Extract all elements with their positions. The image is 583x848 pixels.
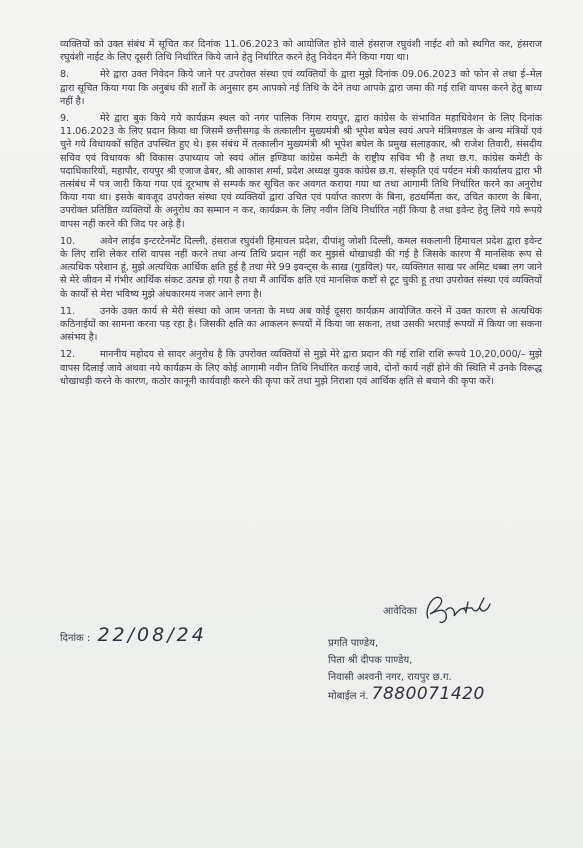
paragraph-text: उनके उक्त कार्य से मेरी संस्था को आम जनता के मध्य अब कोई दूसरा कार्यक्रम आयोजित करने में उक्त कारण से अत्यधिक कठिनाईयों का सामना करना पड़ रहा है। जिसकी क्षति का आकलन रूपयों में किया जा सकना, तथा उसकी भरपाई रूपयों में किया जा सकना असंभव है। xyxy=(60,305,542,344)
paragraph-number: 9. xyxy=(60,113,70,125)
paragraph-number: 10. xyxy=(60,235,76,247)
paragraph-8 xyxy=(60,68,542,108)
date-line xyxy=(60,624,207,646)
paragraph-12 xyxy=(60,348,542,388)
paragraph-number: 12. xyxy=(60,349,76,361)
paragraph-text: मेरे द्वारा बुक किये गये कार्यक्रम स्थल को नगर पालिक निगम रायपुर, द्वारा कांग्रेस के संभावित महाधिवेशन के लिए दिनांक 11.06.2023 के लिए प्रदान किया था जिसमें छत्तीसगढ़ के तत्कालीन मुख्यमंत्री श्री भूपेश बघेल स्वयं अपने मंत्रिमण्डल के अन्य मंत्रियों एवं चुने गये विधायकों सहित उपस्थित हुए थे। इस संबंध में तत्कालीन मुख्यमंत्री श्री भूपेश बघेल के प्रमुख सलाहकार, श्री राजेश तिवारी, संसदीय सचिव एवं विधायक श्री विकास उपाध्याय जो स्वयं ऑल इण्डिया कांग्रेस कमेटी के राष्ट्रीय सचिव भी है तथा छ.ग. कांग्रेस कमेटी के पदाधिकारियों, महापौर, रायपुर श्री एजाज ढेबर, श्री आकाश शर्मा, प्रदेश अध्यक्ष युवक कांग्रेस छ.ग. संस्कृति एवं पर्यटन मंत्री कार्यालय द्वारा भी तत्संबंध में पत्र जारी किया गया एवं दूरभाष से सम्पर्क कर सूचित कर अवगत कराया गया था तथा आगामी तिथि निर्धारित करने का अनुरोध किया गया था। इसके बावजूद उपरोक्त संस्था एवं व्यक्तियों द्वारा उचित एवं पर्याप्त कारण के बिना, हठधर्मिता कर, उचित कारण के बिना, उपरोक्त प्रतिष्ठित व्यक्तियों के अनुरोध का सम्मान न कर, कार्यक्रम के लिए नवीन तिथि निर्धारित नहीं किया है तथा इवेन्ट हेतु लिये गये रूपये वापस नहीं करने की जिद पर अड़े हैं। xyxy=(60,113,542,230)
applicant-name: प्रगति पाण्डेय, xyxy=(328,638,379,649)
paragraph-9 xyxy=(60,112,542,231)
date-label: दिनांक : xyxy=(60,633,91,644)
paragraph-11 xyxy=(60,305,542,345)
paragraph-10 xyxy=(60,235,542,301)
paragraph-text: माननीय महोदय से सादर अनुरोध है कि उपरोक्त व्यक्तियों से मुझे मेरे द्वारा प्रदान की गई राशि राशि रूपये 10,20,000/– मुझे वापस दिलाई जावे अथवा नये कार्यक्रम के लिए कोई आगामी नवीन तिथि निर्धारित कराई जावे, दोनों कार्य नहीं होने की स्थिति में उनके विरूद्ध धोखाधड़ी करने के कारण, कठोर कानूनी कार्यवाही करने की कृपा करें तथा मुझे निराशा एवं आर्थिक क्षति से बचाने की कृपा करें। xyxy=(60,349,542,387)
address: निवासी अश्वनी नगर, रायपुर छ.ग. xyxy=(328,672,452,683)
paragraph-text: मेरे द्वारा उक्त निवेदन किये जाने पर उपरोक्त संस्था एवं व्यक्तियों के द्वारा मुझे दिनांक 09.06.2023 को फोन से तथा ई–मेल द्वारा सूचित किया गया कि अनुबंध की शर्तों के अनुसार हम आपको नई तिथि के देने तथा आपके द्वारा जमा की गई राशि वापस करने हेतु बाध्य नहीं है। xyxy=(60,69,542,107)
handwritten-mobile: 7880071420 xyxy=(371,684,485,704)
applicant-details xyxy=(328,618,485,705)
paragraph-text: व्यक्तियों को उक्त संबंध में सूचित कर दिनांक 11.06.2023 को आयोजित होने वाले हंसराज रघुवंशी नाईट शो को स्थगित कर, हंसराज रघुवंशी नाईट के लिए दूसरी तिथि निर्धारित किये जाने हेतु निर्धारित करने हेतु निवेदन मैंने किया गया था। xyxy=(60,39,542,64)
paragraph-number: 8. xyxy=(60,69,70,81)
mobile-label: मोबाईल नं. xyxy=(328,691,369,702)
applicant-label: आवेदिका xyxy=(383,606,417,617)
paragraph-text: अवेन लाईव इन्टरटेनमेंट दिल्ली, हंसराज रघुवंशी हिमाचल प्रदेश, दीपांशु जोशी दिल्ली, कमल सकलानी हिमाचल प्रदेश द्वारा इवेन्ट के लिए राशि लेकर राशि वापस नहीं करने तथा अन्य तिथि प्रदान नहीं कर मुझसे धोखाधड़ी की गई है जिसके कारण मैं मानसिक रूप से अत्यधिक परेशान हूं, मुझे अत्यधिक आर्थिक क्षति हुई है तथा मेरे 99 इवन्ट्स के साख (गुडविल) पर, व्यक्तिगत साख पर अमिट धब्बा लग जाने से मेरे जीवन में गंभीर आर्थिक संकट उत्पन्न हो गया है तथा मैं आर्थिक क्षति एवं मानसिक कष्टों से टूट चुकी हू तथा उपरोक्त संस्था एवं व्यक्तियों के कार्यों से मेरा भविष्य मुझे अंधकारमय नजर आने लगा है। xyxy=(60,235,542,300)
father-name: पिता श्री दीपक पाण्डेय, xyxy=(328,655,413,666)
paragraph-continuation xyxy=(60,38,542,64)
handwritten-date: 22/08/24 xyxy=(97,624,207,646)
paragraph-number: 11. xyxy=(60,305,76,317)
mobile-line xyxy=(328,686,485,705)
letter-body xyxy=(60,38,542,388)
